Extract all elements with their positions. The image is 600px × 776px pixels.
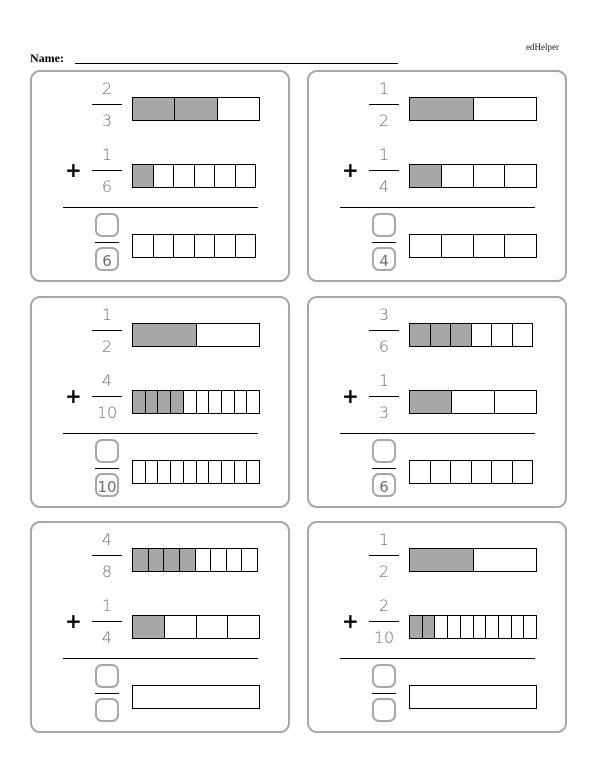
strip-cell [145,391,158,413]
answer-numerator-box[interactable] [95,664,119,688]
strip-cell[interactable] [173,235,194,257]
addend-2-strip [409,164,537,188]
strip-cell [451,391,493,413]
strip-cell [196,324,260,346]
answer-denominator-box: 6 [372,473,396,497]
strip-cell [430,324,451,346]
sum-line [340,433,535,434]
strip-cell [196,391,209,413]
addend-2-denominator: 10 [373,628,395,647]
strip-cell[interactable] [410,461,430,483]
problem-card [30,70,290,282]
answer-denominator-box: 4 [372,247,396,271]
addend-2-strip [132,164,256,188]
strip-cell [221,391,234,413]
plus-sign: + [342,384,359,408]
strip-cell [170,391,183,413]
strip-cell[interactable] [246,461,259,483]
strip-cell [441,165,473,187]
answer-strip [409,460,533,484]
fraction-bar [369,396,399,397]
fraction-bar [369,621,399,622]
strip-cell [434,616,447,638]
strip-cell[interactable] [234,461,247,483]
strip-cell [148,549,164,571]
strip-cell [473,549,537,571]
fraction-bar [92,621,122,622]
strip-cell [194,165,215,187]
strip-cell[interactable] [410,686,536,708]
strip-cell [447,616,460,638]
strip-cell[interactable] [504,235,536,257]
strip-cell [210,549,226,571]
name-label: Name: [30,51,64,65]
strip-cell [410,549,473,571]
strip-cell [157,391,170,413]
plus-sign: + [342,609,359,633]
answer-strip [409,685,537,709]
answer-strip [132,685,260,709]
fraction-bar [95,242,119,243]
answer-numerator-box[interactable] [372,213,396,237]
strip-cell[interactable] [133,686,259,708]
strip-cell [163,549,179,571]
strip-cell[interactable] [441,235,473,257]
strip-cell [494,391,536,413]
strip-cell [174,98,216,120]
strip-cell [234,391,247,413]
problem-card [307,70,567,282]
addend-2-strip [132,390,260,414]
sum-line [63,207,258,208]
addend-1-numerator: 2 [101,79,113,98]
addend-2-numerator: 1 [378,371,390,390]
answer-numerator-box[interactable] [372,664,396,688]
strip-cell[interactable] [157,461,170,483]
strip-cell [195,549,211,571]
fraction-bar [372,468,396,469]
strip-cell[interactable] [170,461,183,483]
strip-cell [511,616,524,638]
answer-strip [132,234,256,258]
addend-1-denominator: 2 [378,111,390,130]
strip-cell [491,324,512,346]
answer-numerator-box[interactable] [372,439,396,463]
addend-2-strip [132,615,260,639]
strip-cell [153,165,174,187]
strip-cell [504,165,536,187]
fraction-bar [92,170,122,171]
addend-1-denominator: 2 [101,337,113,356]
problem-card [307,296,567,508]
strip-cell[interactable] [473,235,505,257]
addend-2-denominator: 4 [101,628,113,647]
strip-cell [498,616,511,638]
strip-cell [217,98,259,120]
strip-cell [460,616,473,638]
answer-denominator-box: 10 [95,473,119,497]
addend-1-strip [409,548,537,572]
addend-2-denominator: 6 [101,177,113,196]
name-field[interactable] [75,63,398,64]
fraction-bar [369,555,399,556]
strip-cell[interactable] [133,235,153,257]
problem-card [30,296,290,508]
strip-cell[interactable] [208,461,221,483]
addend-2-denominator: 10 [96,403,118,422]
strip-cell [183,391,196,413]
addend-1-strip [409,97,537,121]
strip-cell[interactable] [196,461,209,483]
addend-2-numerator: 1 [101,596,113,615]
strip-cell [410,391,451,413]
addend-1-strip [409,323,533,347]
strip-cell [473,165,505,187]
strip-cell [410,324,430,346]
addend-1-numerator: 4 [101,530,113,549]
strip-cell[interactable] [430,461,451,483]
addend-1-denominator: 3 [101,111,113,130]
strip-cell[interactable] [512,461,533,483]
sum-line [63,433,258,434]
strip-cell [235,165,256,187]
strip-cell [523,616,536,638]
strip-cell [450,324,471,346]
strip-cell[interactable] [153,235,174,257]
addend-2-denominator: 3 [378,403,390,422]
answer-denominator-box: 6 [95,247,119,271]
addend-1-denominator: 8 [101,562,113,581]
brand-label: edHelper [526,42,559,52]
addend-1-numerator: 3 [378,305,390,324]
sum-line [340,207,535,208]
strip-cell [179,549,195,571]
fraction-bar [372,242,396,243]
strip-cell [214,165,235,187]
fraction-bar [369,170,399,171]
addend-1-denominator: 6 [378,337,390,356]
strip-cell [226,549,242,571]
sum-line [63,658,258,659]
strip-cell [133,549,148,571]
problem-card [30,521,290,733]
addend-2-denominator: 4 [378,177,390,196]
addend-1-numerator: 1 [101,305,113,324]
answer-denominator-box[interactable] [372,698,396,722]
addend-2-numerator: 1 [101,145,113,164]
strip-cell [133,165,153,187]
answer-strip [132,460,260,484]
strip-cell[interactable] [235,235,256,257]
strip-cell [410,165,441,187]
fraction-bar [372,693,396,694]
fraction-bar [369,330,399,331]
strip-cell [133,391,145,413]
addend-2-strip [409,390,537,414]
strip-cell[interactable] [221,461,234,483]
strip-cell [512,324,533,346]
answer-denominator-box[interactable] [95,698,119,722]
strip-cell [422,616,435,638]
strip-cell [208,391,221,413]
answer-strip [409,234,537,258]
answer-numerator-box[interactable] [95,439,119,463]
fraction-bar [92,330,122,331]
strip-cell[interactable] [183,461,196,483]
strip-cell [227,616,259,638]
plus-sign: + [65,384,82,408]
sum-line [340,658,535,659]
plus-sign: + [342,158,359,182]
answer-numerator-box[interactable] [95,213,119,237]
addend-1-numerator: 1 [378,530,390,549]
strip-cell[interactable] [450,461,471,483]
addend-1-numerator: 1 [378,79,390,98]
strip-cell [241,549,257,571]
strip-cell[interactable] [410,235,441,257]
fraction-bar [92,104,122,105]
strip-cell[interactable] [194,235,215,257]
strip-cell[interactable] [471,461,492,483]
strip-cell [410,98,473,120]
addend-2-strip [409,615,537,639]
strip-cell [485,616,498,638]
addend-1-strip [132,97,260,121]
strip-cell [473,616,486,638]
addend-2-numerator: 4 [101,371,113,390]
strip-cell[interactable] [491,461,512,483]
strip-cell [133,324,196,346]
strip-cell [471,324,492,346]
strip-cell[interactable] [145,461,158,483]
fraction-bar [95,693,119,694]
addend-1-denominator: 2 [378,562,390,581]
addend-2-numerator: 1 [378,145,390,164]
fraction-bar [92,555,122,556]
addend-1-strip [132,548,258,572]
strip-cell[interactable] [133,461,145,483]
plus-sign: + [65,609,82,633]
strip-cell [133,98,174,120]
strip-cell [246,391,259,413]
strip-cell[interactable] [214,235,235,257]
plus-sign: + [65,158,82,182]
strip-cell [133,616,164,638]
fraction-bar [92,396,122,397]
addend-1-strip [132,323,260,347]
fraction-bar [369,104,399,105]
strip-cell [164,616,196,638]
strip-cell [173,165,194,187]
strip-cell [196,616,228,638]
fraction-bar [95,468,119,469]
problem-card [307,521,567,733]
addend-2-numerator: 2 [378,596,390,615]
strip-cell [473,98,537,120]
strip-cell [410,616,422,638]
